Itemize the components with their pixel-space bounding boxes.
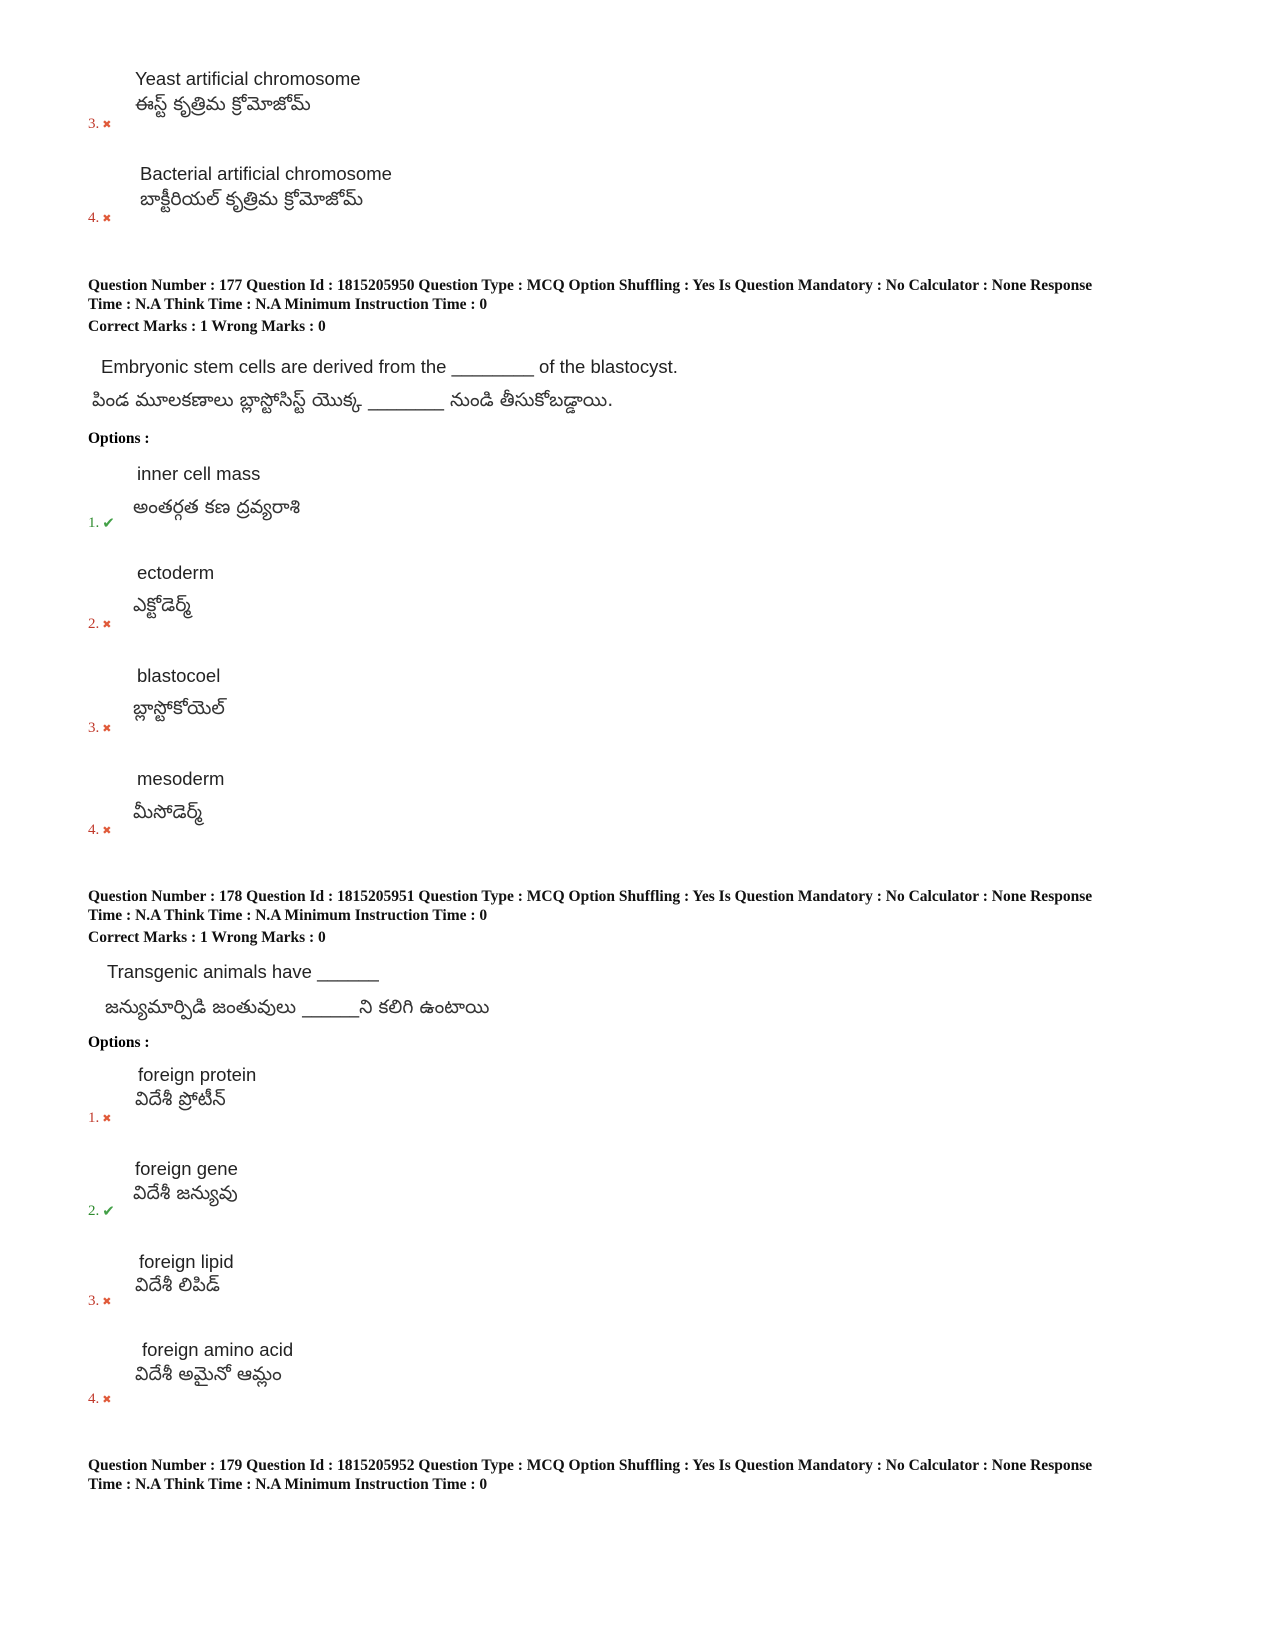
option-text-en: inner cell mass	[137, 463, 261, 484]
options-label: Options :	[88, 430, 150, 447]
option-number: 3. ✖	[88, 116, 112, 132]
question-meta: Question Number : 178 Question Id : 1815205951 Question Type : MCQ Option Shuffling : Yes Is Question Mandatory : No Calculator : None Response Time : N.A Think Time : N.A Minimum Instruction Time : 0 Correct Marks : 1 Wrong Marks : 0	[88, 887, 1198, 947]
question-meta: Question Number : 179 Question Id : 1815205952 Question Type : MCQ Option Shuffling : Yes Is Question Mandatory : No Calculator : None Response Time : N.A Think Time : N.A Minimum Instruction Time : 0	[88, 1457, 1093, 1493]
option-text-te: ఎక్టోడెర్మ్	[133, 594, 191, 616]
option-text-en: foreign amino acid	[142, 1339, 294, 1360]
option-text-en: Bacterial artificial chromosome	[140, 163, 392, 184]
option-number: 2. ✔	[88, 1202, 115, 1220]
cross-icon: ✖	[102, 824, 112, 837]
option-text-en: ectoderm	[137, 562, 215, 583]
option-text-en: foreign protein	[138, 1064, 257, 1085]
cross-icon: ✖	[102, 722, 112, 735]
option-text-te: విదేశీ అమైనో ఆమ్లం	[135, 1363, 282, 1385]
option-number: 4. ✖	[88, 1391, 112, 1407]
option-number: 4. ✖	[88, 210, 112, 226]
question-text-en: Embryonic stem cells are derived from the ________ of the blastocyst.	[101, 356, 678, 377]
option-number: 3. ✖	[88, 720, 112, 736]
option-text-en: mesoderm	[137, 768, 225, 789]
option-text-en: foreign gene	[135, 1158, 238, 1179]
option-text-te: విదేశీ జన్యువు	[133, 1182, 238, 1204]
option-text-en: foreign lipid	[139, 1251, 234, 1272]
check-icon: ✔	[102, 514, 115, 532]
option-text-en: Yeast artificial chromosome	[135, 68, 361, 89]
marks: Correct Marks : 1 Wrong Marks : 0	[88, 318, 326, 335]
option-text-te: ఈస్ట్ కృత్రిమ క్రోమోజోమ్	[135, 93, 311, 115]
cross-icon: ✖	[102, 1393, 112, 1406]
question-text-te: పిండ మూలకణాలు బ్లాస్టోసిస్ట్ యొక్క ________ నుండి తీసుకోబడ్డాయి.	[92, 389, 614, 411]
marks: Correct Marks : 1 Wrong Marks : 0	[88, 929, 326, 946]
question-text-te: జన్యుమార్పిడి జంతువులు ______ని కలిగి ఉంటాయి	[105, 996, 490, 1018]
option-text-te: విదేశీ లిపిడ్	[135, 1274, 220, 1296]
cross-icon: ✖	[102, 118, 112, 131]
option-text-te: విదేశీ ప్రోటీన్	[135, 1088, 226, 1110]
cross-icon: ✖	[102, 1295, 112, 1308]
cross-icon: ✖	[102, 212, 112, 225]
cross-icon: ✖	[102, 1112, 112, 1125]
option-number: 4. ✖	[88, 822, 112, 838]
question-meta: Question Number : 177 Question Id : 1815205950 Question Type : MCQ Option Shuffling : Yes Is Question Mandatory : No Calculator : None Response Time : N.A Think Time : N.A Minimum Instruction Time : 0 Correct Marks : 1 Wrong Marks : 0	[88, 276, 1198, 336]
option-text-te: బాక్టీరియల్ కృత్రిమ క్రోమోజోమ్	[140, 188, 364, 210]
option-number: 1. ✖	[88, 1110, 112, 1126]
cross-icon: ✖	[102, 618, 112, 631]
option-text-te: మీసోడెర్మ్	[133, 801, 202, 823]
option-number: 2. ✖	[88, 616, 112, 632]
option-number: 3. ✖	[88, 1293, 112, 1309]
option-text-te: అంతర్గత కణ ద్రవ్యరాశి	[133, 496, 301, 518]
option-number: 1. ✔	[88, 514, 115, 532]
check-icon: ✔	[102, 1202, 115, 1220]
option-text-en: blastocoel	[137, 665, 221, 686]
option-text-te: బ్లాస్టోకోయెల్	[133, 697, 225, 719]
options-label: Options :	[88, 1034, 150, 1051]
question-text-en: Transgenic animals have ______	[107, 961, 379, 982]
